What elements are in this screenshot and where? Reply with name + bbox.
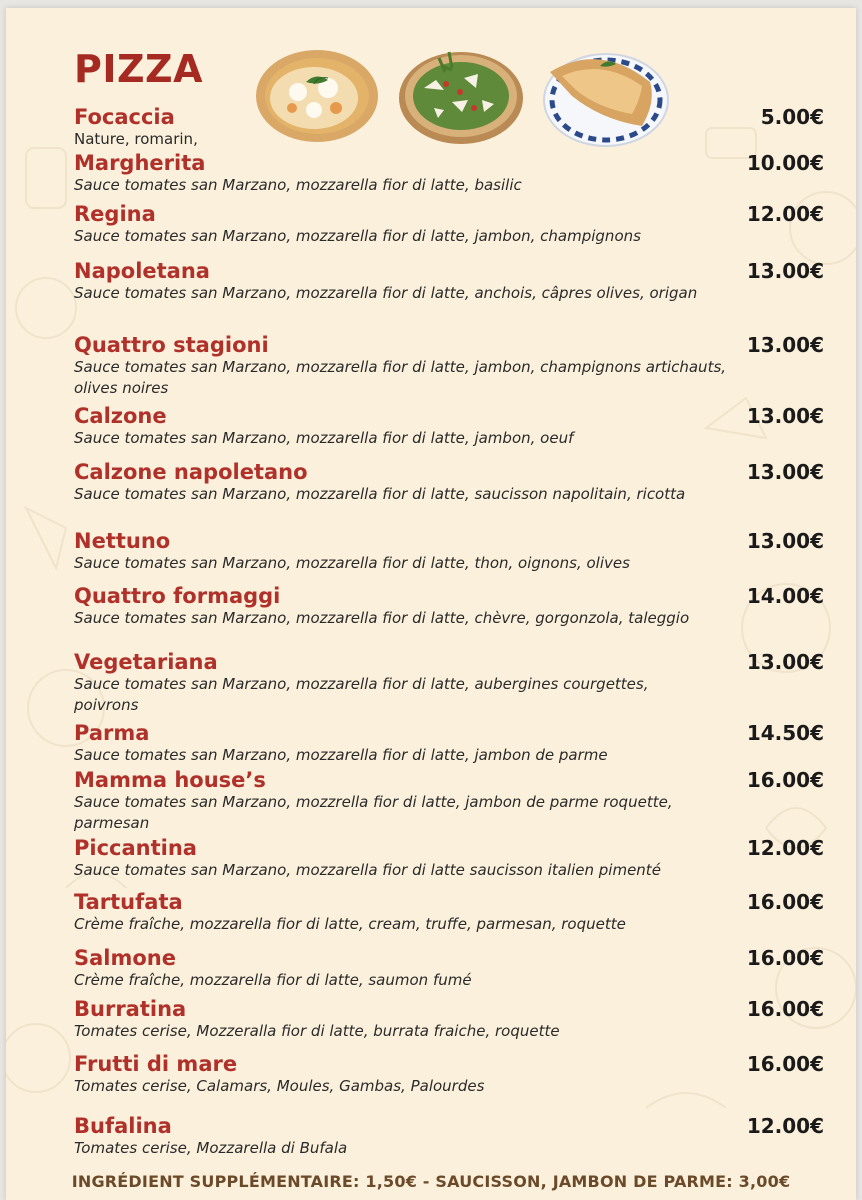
item-price: 10.00€ [746, 151, 824, 175]
item-description: Sauce tomates san Marzano, mozzarella fior di latte, aubergines courgettes, poivrons [74, 675, 649, 714]
item-name: Parma [74, 721, 150, 745]
menu-item-nettuno [74, 529, 834, 574]
item-description: Sauce tomates san Marzano, mozzarella fior di latte, anchois, câpres olives, origan [74, 284, 698, 302]
menu-item-piccantina [74, 836, 834, 881]
item-name: Nettuno [74, 529, 171, 553]
item-name: Quattro stagioni [74, 333, 269, 357]
menu-item-frutti-di-mare [74, 1052, 834, 1097]
item-name: Mamma house’s [74, 768, 266, 792]
item-name: Burratina [74, 997, 187, 1021]
item-price: 16.00€ [746, 1052, 824, 1076]
item-name: Frutti di mare [74, 1052, 238, 1076]
item-name: Piccantina [74, 836, 197, 860]
item-description: Sauce tomates san Marzano, mozzrella fior di latte, jambon de parme roquette, parmesan [74, 793, 673, 832]
item-price: 13.00€ [746, 650, 824, 674]
item-name: Tartufata [74, 890, 183, 914]
item-name: Vegetariana [74, 650, 218, 674]
item-name: Regina [74, 202, 156, 226]
item-name: Calzone [74, 404, 167, 428]
item-description: Sauce tomates san Marzano, mozzarella fior di latte, jambon, oeuf [74, 429, 574, 447]
menu-item-mamma-houses [74, 768, 834, 834]
item-name: Salmone [74, 946, 176, 970]
item-price: 13.00€ [746, 460, 824, 484]
menu-item-bufalina [74, 1114, 834, 1159]
item-description: Crème fraîche, mozzarella fior di latte, cream, truffe, parmesan, roquette [74, 915, 626, 933]
item-description: Tomates cerise, Mozzarella di Bufala [74, 1139, 348, 1157]
item-description: Sauce tomates san Marzano, mozzarella fior di latte, jambon, champignons [74, 227, 641, 245]
menu-item-parma [74, 721, 834, 766]
item-description: Tomates cerise, Mozzeralla fior di latte, burrata fraiche, roquette [74, 1022, 560, 1040]
item-price: 12.00€ [746, 202, 824, 226]
item-price: 12.00€ [746, 836, 824, 860]
item-description: Sauce tomates san Marzano, mozzarella fior di latte, jambon de parme [74, 746, 608, 764]
menu-item-focaccia [74, 105, 834, 150]
menu-item-salmone [74, 946, 834, 991]
item-price: 13.00€ [746, 529, 824, 553]
menu-item-quattro-stagioni [74, 333, 834, 399]
item-price: 12.00€ [746, 1114, 824, 1138]
item-name: Napoletana [74, 259, 210, 283]
menu-item-margherita [74, 151, 834, 196]
menu-item-regina [74, 202, 834, 247]
item-price: 5.00€ [760, 105, 824, 129]
menu-item-calzone-napoletano [74, 460, 834, 505]
item-description: Sauce tomates san Marzano, mozzarella fior di latte, chèvre, gorgonzola, taleggio [74, 609, 690, 627]
item-description: Sauce tomates san Marzano, mozzarella fior di latte saucisson italien pimenté [74, 861, 661, 879]
menu-item-calzone [74, 404, 834, 449]
menu-item-napoletana [74, 259, 834, 304]
item-description: Sauce tomates san Marzano, mozzarella fior di latte, basilic [74, 176, 522, 194]
item-price: 14.50€ [746, 721, 824, 745]
item-price: 16.00€ [746, 890, 824, 914]
item-price: 16.00€ [746, 946, 824, 970]
item-price: 16.00€ [746, 997, 824, 1021]
item-price: 13.00€ [746, 404, 824, 428]
item-description: Sauce tomates san Marzano, mozzarella fior di latte, saucisson napolitain, ricotta [74, 485, 686, 503]
menu-title: PIZZA [74, 47, 204, 91]
item-name: Focaccia [74, 105, 175, 129]
menu-item-quattro-formaggi [74, 584, 834, 629]
item-price: 13.00€ [746, 333, 824, 357]
item-price: 14.00€ [746, 584, 824, 608]
item-name: Calzone napoletano [74, 460, 308, 484]
menu-item-burratina [74, 997, 834, 1042]
item-name: Bufalina [74, 1114, 172, 1138]
menu-item-vegetariana [74, 650, 834, 716]
item-price: 16.00€ [746, 768, 824, 792]
item-description: Crème fraîche, mozzarella fior di latte, saumon fumé [74, 971, 472, 989]
item-description: Sauce tomates san Marzano, mozzarella fior di latte, jambon, champignons artichauts, olives noires [74, 358, 727, 397]
item-description: Nature, romarin, [74, 130, 198, 148]
menu-item-tartufata [74, 890, 834, 935]
item-description: Tomates cerise, Calamars, Moules, Gambas, Palourdes [74, 1077, 485, 1095]
menu-page [6, 8, 856, 1200]
item-name: Quattro formaggi [74, 584, 281, 608]
item-description: Sauce tomates san Marzano, mozzarella fior di latte, thon, oignons, olives [74, 554, 630, 572]
supplement-footer: INGRÉDIENT SUPPLÉMENTAIRE: 1,50€ - SAUCISSON, JAMBON DE PARME: 3,00€ [71, 1172, 791, 1191]
item-price: 13.00€ [746, 259, 824, 283]
item-name: Margherita [74, 151, 206, 175]
